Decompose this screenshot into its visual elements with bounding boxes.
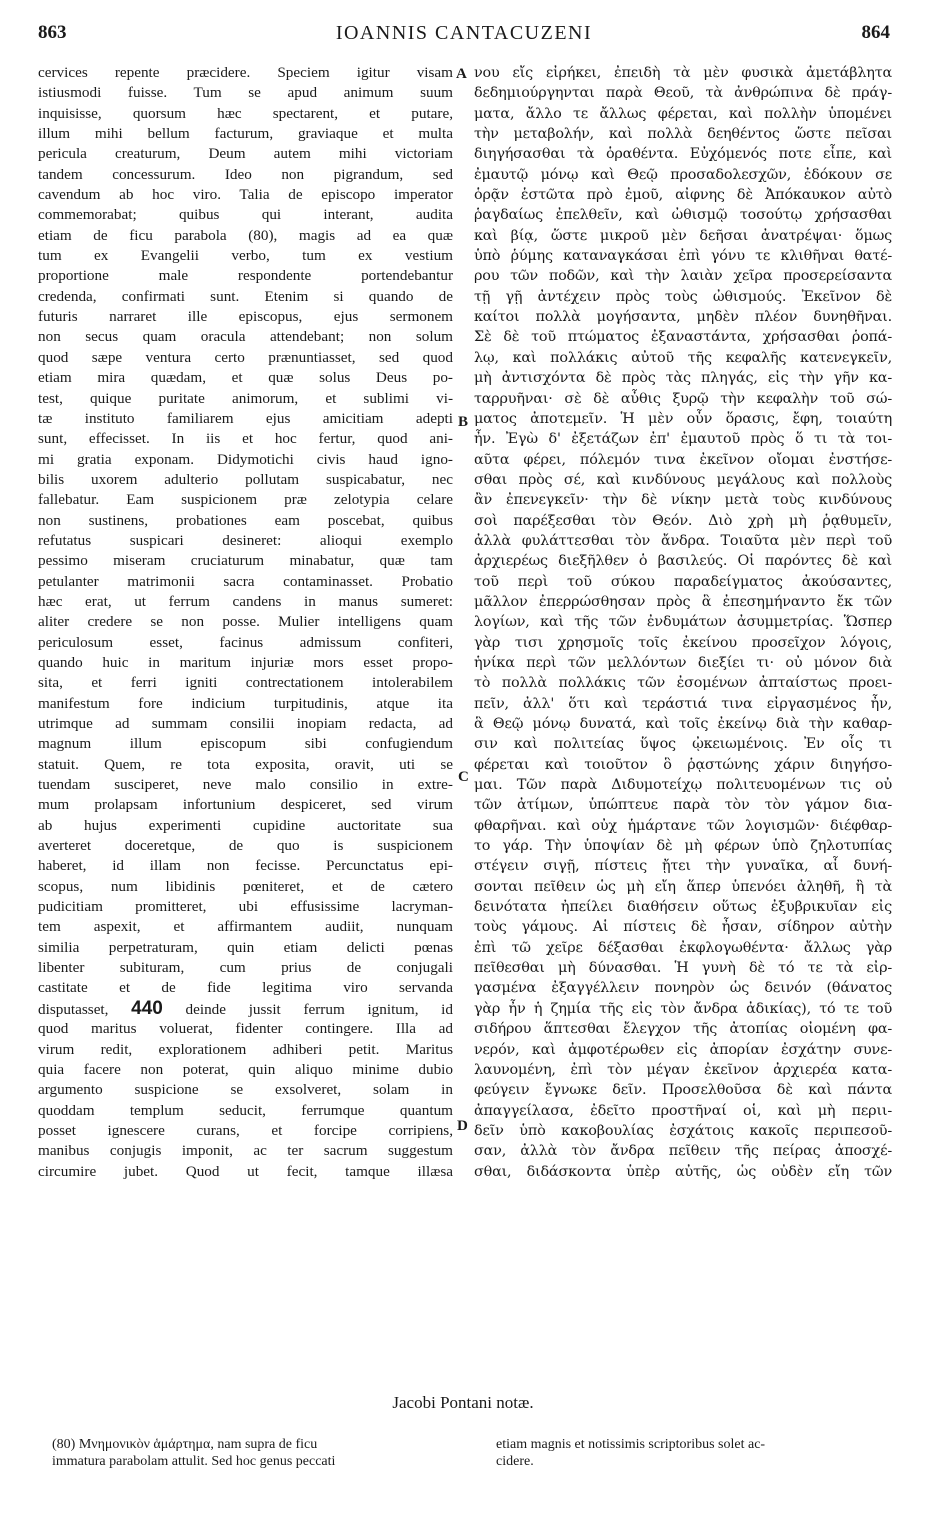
latin-line: bilis uxorem adulterio pollutam suspicabatur, nec (38, 470, 453, 488)
latin-line: futuris narraret ille episcopus, ejus sermonem (38, 308, 453, 326)
greek-line: ῥαγδαίως ἐπελθεῖν, καὶ ὠθισμῷ τοσούτῳ χρήσασθαι (474, 207, 892, 224)
latin-line-text: deinde jussit ferrum ignitum, id (162, 1000, 453, 1018)
running-title: IOANNIS CANTACUZENI (335, 22, 593, 44)
greek-line: μᾶλλον ἐπερρώσθησαν πρὸς ἃ ἐπεσημήναντο ἔκ τῶν (474, 593, 892, 610)
greek-line: ἂν ἐπενεγκεῖν· τὴν δὲ νίκην μετὰ τοὺς κινδύνους (474, 492, 892, 509)
latin-line: libenter subituram, cum prius de conjugali (38, 959, 453, 977)
latin-line: commemorabat; quibus qui interant, audita (38, 206, 453, 224)
greek-line: αῦτα φέρει, πόλεμόν τινα ἐκεῖνον οἴομαι ἐνστήσε- (474, 451, 892, 468)
latin-line: haberet, id illam non fecisse. Percunctatus epi- (38, 857, 453, 875)
greek-line: μὴ ἀντισχόντα δὲ πρὸς τὰς πληγάς, εἰς τὴν γῆν κα- (474, 370, 892, 387)
latin-line: etiam de ficu parabola (80), magis ad ea quæ (38, 226, 453, 244)
latin-line: hæc erat, ut ferrum candens in manus sumeret: (38, 592, 453, 610)
greek-line: λῳ, καὶ πολλάκις αὐτοῦ τῆς κεφαλῆς κατενεγκεῖν, (474, 349, 892, 366)
latin-line: castitate et de fide legitima viro servanda (38, 979, 453, 997)
greek-line: Σὲ δὲ τοῦ πτώματος ἐξαναστάντα, χρήσασθαι ῥοπά- (474, 329, 892, 346)
latin-line: averteret doceretque, de quo is suspicionem (38, 837, 453, 855)
latin-line: etiam mira quædam, et quæ solus Deus po- (38, 369, 453, 387)
page-header (38, 22, 890, 52)
greek-line: δεῖν ὑπὸ κακοβουλίας ἐσχάτοις κακοῖς περιπεσοῦ- (474, 1122, 892, 1139)
greek-line: ἀλλὰ φυλάττεσθαι τὸν ἄνδρα. Τοιαῦτα μὲν περὶ τοῦ (474, 532, 892, 549)
greek-line: ἐπὶ τῶ χεῖρε δέξασθαι ἐκφλογωθέντα· ἄλλως γὰρ (474, 939, 892, 956)
latin-line: manibus conjugis imponit, ac ter sacrum suggestum (38, 1142, 453, 1160)
latin-line: circumire jubet. Quod ut fecit, tamque illæsa (38, 1162, 453, 1180)
left-page-number: 863 (38, 22, 67, 43)
greek-line: σιν καὶ πολιτείας ὕψος ᾠκειωμένοις. Ἐν οἷς τι (474, 736, 892, 753)
latin-line: pessimo miseram cruciaturum minabatur, quæ tam (38, 552, 453, 570)
latin-line: manifestum fore indicium turpitudinis, atque ita (38, 694, 453, 712)
latin-line: quod maritus voluerat, fidenter contingere. Illa ad (38, 1020, 453, 1038)
latin-line: test, quique puritate animorum, et sublimi vi- (38, 389, 453, 407)
greek-line: τοὺς γάμους. Αἱ πίστεις δὲ ἦσαν, σίδηρον αὐτὴν (474, 919, 892, 936)
greek-line: ταρρυῆναι· σὲ δὲ αὖθις ξυρῷ τὴν κεφαλὴν τοῦ σώ- (474, 390, 892, 407)
greek-line: δεδημιούργηνται παρὰ Θεοῦ, τὰ ἀνθρώπινα δὲ πράγ- (474, 85, 892, 102)
greek-line: ἃ Θεῷ μόνῳ δυνατά, καὶ τοῖς ἐκείνῳ διὰ τὴν καθαρ- (474, 716, 892, 732)
note-left (52, 1436, 470, 1470)
note-right (496, 1436, 896, 1470)
greek-line: ἐμαυτῷ μόνῳ καὶ Θεῷ προσαδολεσχῶν, ἐδόκουν σε (474, 166, 892, 183)
latin-line: non sustinens, probationes eam poscebat, quibus (38, 511, 453, 529)
greek-line: ρου τῶν ποδῶν, καὶ τὴν λαιὰν χεῖρα προσερείσαντα (474, 268, 892, 285)
latin-line: sita, et ferri igniti contrectationem intolerabilem (38, 674, 453, 692)
latin-line: mum prolapsam infortunium despiceret, sed virum (38, 796, 453, 814)
greek-line: τῶν ἀτίμων, ὑπώπτευε παρὰ τὸν τὸν γάμον δια- (474, 797, 892, 814)
greek-line: νου εἴς εἰρήκει, ἐπειδὴ τὰ μὲν φυσικὰ ἀμετάβλητα (474, 65, 892, 81)
greek-line: πεῖθεσθαι μὴ δύνασθαι. Ἡ γυνὴ δὲ τό τε τὰ εἰρ- (474, 960, 892, 977)
latin-line: quoddam templum seducit, ferrumque quantum (38, 1101, 453, 1119)
latin-line: statuit. Quem, re tota exposita, oravit, uti se (38, 755, 453, 773)
latin-line: istiusmodi fuisse. Tum se apud animum suum (38, 84, 453, 102)
greek-line: φέρεται καὶ τοιοῦτον ὃ ῥᾳστώνης χάριν διηγήσο- (474, 756, 892, 773)
latin-line: non secus quam oracula attendebant; non solum (38, 328, 453, 346)
latin-line: periculosum esset, facinus admissum confiteri, (38, 633, 453, 651)
latin-line: cavendum ab hoc viro. Talia de episcopo imperator (38, 186, 453, 204)
greek-line: λογίων, καὶ τῆς τῶν ἐνδυμάτων ἀσυμμετρίας. Ὥσπερ (474, 614, 892, 631)
latin-line: similia perpetraturam, quin etiam delicti pœnas (38, 938, 453, 956)
greek-line: δεινότατα ἠπείλει διαθήσειν οὕτως ἐξυβρικυῖαν εἰς (474, 899, 892, 916)
greek-line: σιδήρου ἅπτεσθαι ἔλεγχον τῆς ἀτοπίας οἰομένη φα- (474, 1021, 892, 1038)
latin-line: credenda, confirmati sunt. Etenim si quando de (38, 287, 453, 305)
greek-line: ὑπὸ ῥύμης καταναγκάσαι ἐπὶ γόνυ τε κλιθῆναι θατέ- (474, 248, 892, 265)
latin-line: tuendam susciperet, neve malo consilio in extre- (38, 776, 453, 794)
latin-line: quia facere non poterat, quin aliquo minime dubio (38, 1060, 453, 1078)
notes-title: Jacobi Pontani notæ. (392, 1393, 534, 1412)
latin-line: aliter credere se non posse. Mulier intelligens quam (38, 613, 453, 631)
section-marker-d: D (457, 1118, 468, 1134)
latin-line: tandem concessurum. Ideo non pigrandum, sed (38, 165, 453, 183)
latin-line: tem aspexit, et affirmantem audiit, nunquam (38, 918, 453, 936)
section-marker-b: B (458, 414, 469, 430)
greek-line: γὰρ ἦν ἡ ζημία τῆς εἰς τὸν ἄνδρα ἀδικίας), τό τε τοῦ (474, 1000, 892, 1017)
greek-line: διηγήσασθαι τὰ ὁραθέντα. Εὐχόμενός ποτε εἶπε, καὶ (474, 146, 892, 163)
latin-line: quando huic in maritum injuriæ mors esset propo- (38, 653, 453, 671)
latin-line: petulanter matrimonii sacra contaminasset. Probatio (38, 572, 453, 590)
latin-line: tum ex Evangelii verbo, tum ex vestium (38, 247, 453, 265)
latin-line: pudicitiam promitteret, ubi effusissime lacryman- (38, 898, 453, 916)
latin-column (38, 63, 453, 1182)
greek-line: γασμένα ἐξαγγέλλειν πονηρὸν ὡς δεινόν (θάνατος (474, 980, 892, 997)
section-marker-a: A (456, 66, 467, 82)
latin-line: quod sæpe ventura certo prænuntiasset, sed quod (38, 348, 453, 366)
latin-line-text: disputasset, (38, 1000, 132, 1018)
greek-line: ματα, ἄλλο τε ἄλλως φέρεται, καὶ πολλὴν ὑπομένει (474, 105, 892, 122)
latin-line: mi gratia exponam. Didymotichi civis haud igno- (38, 450, 453, 468)
greek-line: ὁρᾷν ἑστῶτα πρὸ ἐμοῦ, αἰφνης δὲ Ἀπόκαυκον αὐτὸ (474, 187, 892, 204)
note-line: immatura parabolam attulit. Sed hoc genus peccati (52, 1454, 336, 1469)
latin-line: illum mihi bellum facturum, graviaque et multa (38, 125, 453, 143)
greek-line: πεῖν, ἀλλ' ὅτι καὶ τεράστιά τινα εἰργασμένος ἦν, (474, 695, 892, 712)
greek-line: φθαρῆναι. καὶ οὐχ ἡμάρτανε τῶν λογισμῶν· διέφθαρ- (474, 817, 892, 834)
greek-line: γὰρ τισι χρησμοῖς τοῖς ἐκείνου προσεῖχον λόγοις, (474, 634, 892, 651)
latin-line: magnum illum episcopum sibi confugiendum (38, 735, 453, 753)
note-line: cidere. (496, 1454, 534, 1469)
latin-line: posset ignescere curans, et forcipe corripiens, (38, 1121, 453, 1139)
section-marker-c: C (458, 769, 469, 785)
latin-line: pericula creaturum, Deum autem mihi victoriam (38, 145, 453, 163)
latin-line (38, 999, 453, 1019)
latin-line: ab hujus experimenti cupidine auctoritate sua (38, 816, 453, 834)
greek-line: μαι. Τῶν παρὰ Διδυμοτείχῳ πολιτευομένων τις οὐ (474, 777, 892, 794)
latin-line: tæ instituto familiarem ejus amicitiam adepti (38, 409, 453, 427)
greek-line: καίτοι πολλὰ μογήσαντα, μηδὲν πλέον δυνηθῆναι. (474, 309, 892, 326)
greek-line: νερόν, καὶ ἀμφοτέρωθεν εἰς ἀπορίαν ἐσχάτην συνε- (474, 1041, 892, 1058)
greek-line: σονται πεῖθειν ὡς μὴ εἴη ἅπερ ὑπενόει ἀληθῆ, ἢ τὰ (474, 878, 892, 895)
greek-line: σαν, ἀλλὰ τὸν ἄνδρα πεῖθειν τῆς πείρας ἀποσχέ- (474, 1143, 892, 1160)
latin-line: sunt, effecisset. In iis et hoc fertur, quod ani- (38, 430, 453, 448)
greek-line: καὶ βίᾳ, ὥστε μικροῦ μὲν δεῆσαι ἀνατρέψαι· ὅμως (474, 227, 892, 244)
greek-line: ἀπαγγείλασα, ἐδεῖτο προστῆναί οἱ, καὶ μὴ περιι- (474, 1102, 892, 1119)
greek-line: τὸ πολλὰ πολλάκις τῶν ἐσομένων ἀπταίστως προει- (474, 675, 892, 692)
latin-line: fallebatur. Eam suspicionem præ zelotypia celare (38, 491, 453, 509)
latin-line: cervices repente præcidere. Speciem igitur visam (38, 64, 453, 81)
greek-line: τοῦ περὶ τοῦ σύκου παραδείγματος ἀκούσαντες, (474, 573, 892, 590)
greek-line: λαυνομένη, ἐπὶ τὸν μέγαν ἐκεῖνον ἀρχιερέα κατα- (474, 1061, 892, 1078)
latin-line: scopus, num libidinis pœniteret, et de cætero (38, 877, 453, 895)
greek-line: φεύγειν ἔγνωκε δεῖν. Προσελθοῦσα δὲ καὶ πάντα (474, 1082, 892, 1099)
note-line: (80) Μνημονικὸν ἁμάρτημα, nam supra de ficu (52, 1437, 318, 1452)
greek-line: στέγειν σιγῇ, πίστεις ᾔτει τὴν γυναῖκα, αἷ δυνή- (474, 858, 892, 875)
greek-line: σθαι πρὸς σέ, καὶ κινδύνους μεγάλους καὶ πολλοὺς (474, 471, 892, 488)
greek-line: τὴν μεταβολήν, καὶ πολλὰ δεηθέντος ὥστε πεῖσαι (474, 126, 892, 143)
greek-line: το γάρ. Τὴν ὑποψίαν δὲ μὴ φέρων ὑπὸ ζηλοτυπίας (474, 838, 892, 855)
greek-line: ἡνίκα περὶ τῶν μελλόντων διεξίει τι· οὐ μόνον διὰ (474, 654, 892, 671)
latin-line: argumento suspicione se exsolveret, solam in (38, 1081, 453, 1099)
greek-line: ἦν. Ἐγὼ δ' ἐξετάζων ἐπ' ἐμαυτοῦ πρὸς ὅ τι τὰ τοι- (474, 431, 892, 448)
greek-line: σοὶ παρέξεσθαι τὸν Θεόν. Διὸ χρὴ μὴ ῥᾳθυμεῖν, (474, 512, 892, 529)
latin-line: refutatus suspicari desineret: alioqui exemplo (38, 531, 453, 549)
latin-line: inquisisse, quorsum hæc spectarent, et putare, (38, 104, 453, 122)
right-page-number: 864 (861, 22, 890, 43)
greek-line: ματος ἀποτεμεῖν. Ἡ μὲν οὖν ὅρασις, ἔφη, τοιαύτη (474, 410, 892, 427)
latin-line: utrimque ad summam consilii inopiam redacta, ad (38, 715, 453, 732)
page-mark: 440 (131, 998, 163, 1019)
latin-line: proportione male respondente portendebantur (38, 267, 453, 285)
latin-line: virum redit, explorationem adhiberi petit. Maritus (38, 1040, 453, 1058)
greek-line: ἀρχιερέως διεξῆλθεν ὁ βασιλεύς. Οἱ παρόντες δὲ καὶ (474, 553, 892, 570)
greek-line: σθαι, διδάσκοντα ὑπὲρ αὐτῆς, ὡς οὐδὲν εἴη τῶν (474, 1163, 892, 1180)
greek-line: τῇ γῇ ἀντέχειν πρὸς τοὺς ὠθισμούς. Ἐκεῖνον δὲ (474, 288, 892, 305)
note-line: etiam magnis et notissimis scriptoribus solet ac- (496, 1437, 766, 1452)
greek-column (474, 63, 892, 1182)
